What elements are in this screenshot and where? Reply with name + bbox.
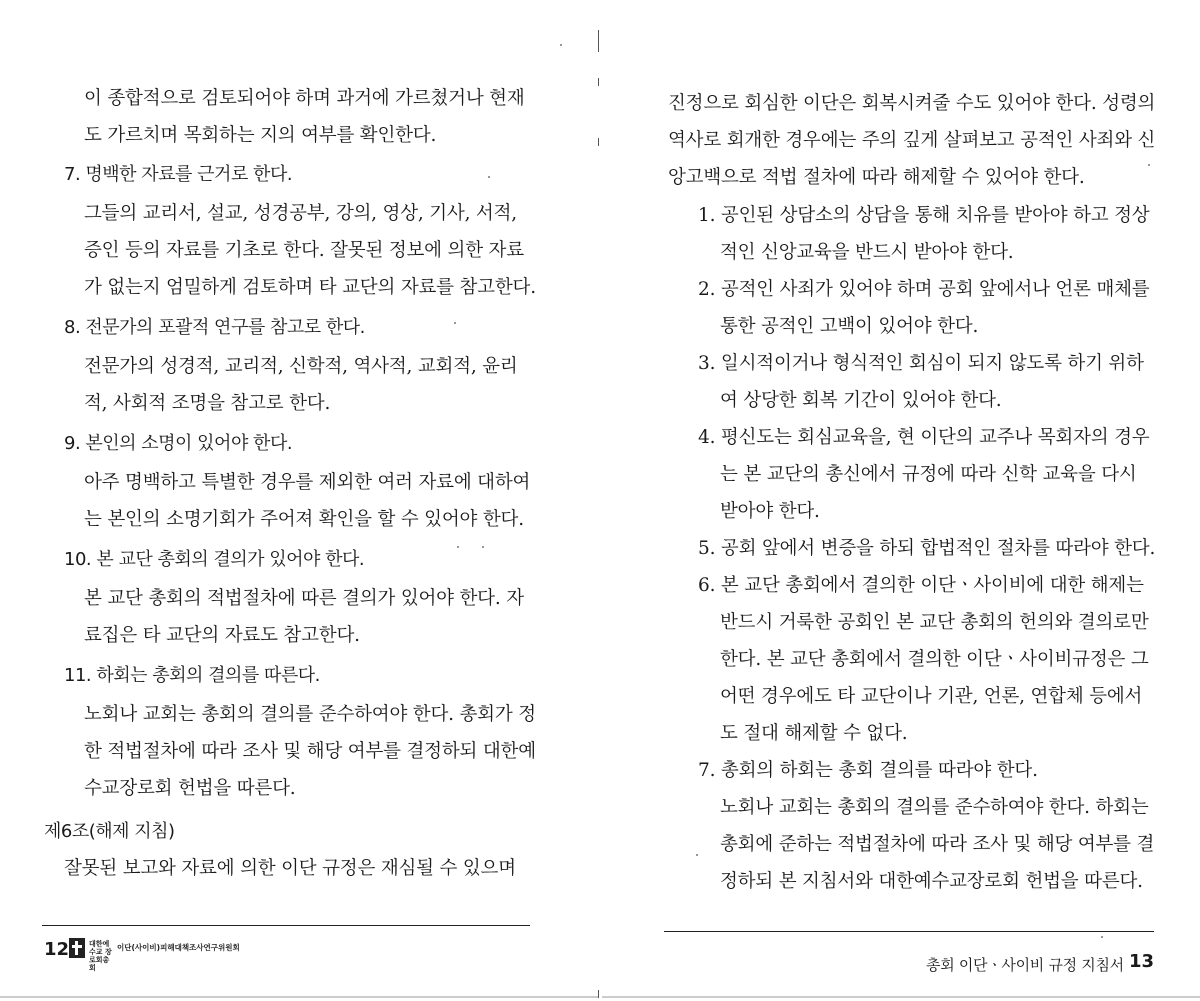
footer-rule xyxy=(664,931,1154,932)
body-line: 수교장로회 헌법을 따른다. xyxy=(84,778,296,799)
list-item: 7. 총회의 하회는 총회 결의를 따라야 한다. xyxy=(698,760,1038,781)
body-line: 적, 사회적 조명을 참고로 한다. xyxy=(84,393,331,414)
body-line: 노회나 교회는 총회의 결의를 준수하여야 한다. 총회가 정 xyxy=(84,704,536,725)
body-line: 가 없는지 엄밀하게 검토하며 타 교단의 자료를 참고한다. xyxy=(84,277,536,298)
scan-speck xyxy=(696,854,698,856)
body-line: 도 가르치며 목회하는 지의 여부를 확인한다. xyxy=(84,125,437,146)
body-line: 는 본 교단의 총신에서 규정에 따라 신학 교육을 다시 xyxy=(720,464,1137,485)
gutter-mark xyxy=(598,30,599,52)
body-line: 이 종합적으로 검토되어야 하며 과거에 가르쳤거나 현재 xyxy=(84,88,525,109)
page-number: 13 xyxy=(1129,951,1155,972)
article-heading: 제6조(해제 지침) xyxy=(44,821,175,842)
body-line: 역사로 회개한 경우에는 주의 깊게 살펴보고 공적인 사죄와 신 xyxy=(668,130,1156,151)
body-line: 그들의 교리서, 설교, 성경공부, 강의, 영상, 기사, 서적, xyxy=(84,203,517,224)
body-line: 반드시 거룩한 공회인 본 교단 총회의 헌의와 결의로만 xyxy=(720,612,1149,633)
footer-rule xyxy=(42,925,530,926)
body-line: 한 적법절차에 따라 조사 및 해당 여부를 결정하되 대한예 xyxy=(84,741,536,762)
body-line: 본 교단 총회의 적법절차에 따른 결의가 있어야 한다. 자 xyxy=(84,588,524,609)
section-heading: 9. 본인의 소명이 있어야 한다. xyxy=(64,433,293,454)
scan-speck xyxy=(457,546,459,548)
section-heading: 7. 명백한 자료를 근거로 한다. xyxy=(64,164,293,185)
page-edge xyxy=(0,996,598,998)
body-line: 도 절대 해제할 수 없다. xyxy=(720,723,908,744)
cross-logo-icon xyxy=(69,938,85,958)
list-item: 1. 공인된 상담소의 상담을 통해 치유를 받아야 하고 정상 xyxy=(698,205,1150,226)
gutter-mark xyxy=(598,990,599,998)
scan-speck xyxy=(482,546,484,548)
list-item: 2. 공적인 사죄가 있어야 하며 공회 앞에서나 언론 매체를 xyxy=(698,279,1150,300)
list-item: 3. 일시적이거나 형식적인 회심이 되지 않도록 하기 위하 xyxy=(698,353,1144,374)
body-line: 적인 신앙교육을 반드시 받아야 한다. xyxy=(720,242,1014,263)
body-line: 여 상당한 회복 기간이 있어야 한다. xyxy=(720,390,1002,411)
org-name: 대한예수교 장로회총회 xyxy=(89,940,112,972)
list-item: 4. 평신도는 회심교육을, 현 이단의 교주나 목회자의 경우 xyxy=(698,427,1150,448)
gutter-mark xyxy=(598,138,599,146)
scan-speck xyxy=(560,44,562,46)
body-line: 정하되 본 지침서와 대한예수교장로회 헌법을 따른다. xyxy=(720,871,1143,892)
body-line: 노회나 교회는 총회의 결의를 준수하여야 한다. 하회는 xyxy=(720,797,1149,818)
scan-speck xyxy=(488,176,490,178)
list-item: 5. 공회 앞에서 변증을 하되 합법적인 절차를 따라야 한다. xyxy=(698,538,1156,559)
section-heading: 8. 전문가의 포괄적 연구를 참고로 한다. xyxy=(64,317,365,338)
right-page xyxy=(600,0,1200,1001)
section-heading: 10. 본 교단 총회의 결의가 있어야 한다. xyxy=(64,549,365,570)
body-line: 통한 공적인 고백이 있어야 한다. xyxy=(720,316,979,337)
scan-speck xyxy=(1101,936,1103,938)
body-line: 아주 명백하고 특별한 경우를 제외한 여러 자료에 대하여 xyxy=(84,472,531,493)
body-line: 증인 등의 자료를 기초로 한다. 잘못된 정보에 의한 자료 xyxy=(84,240,524,261)
footer-title: 총회 이단ㆍ사이비 규정 지침서 xyxy=(926,956,1124,974)
body-line: 료집은 타 교단의 자료도 참고한다. xyxy=(84,625,360,646)
body-line: 한다. 본 교단 총회에서 결의한 이단ㆍ사이비규정은 그 xyxy=(720,649,1149,670)
committee-name: 이단(사이비)피해대책조사연구위원회 xyxy=(117,943,240,952)
body-line: 잘못된 보고와 자료에 의한 이단 규정은 재심될 수 있으며 xyxy=(64,858,516,879)
body-line: 총회에 준하는 적법절차에 따라 조사 및 해당 여부를 결 xyxy=(720,834,1155,855)
page-number: 12 xyxy=(44,939,70,960)
body-line: 앙고백으로 적법 절차에 따라 해제할 수 있어야 한다. xyxy=(668,167,1085,188)
scan-speck xyxy=(1148,164,1150,166)
body-line: 전문가의 성경적, 교리적, 신학적, 역사적, 교회적, 윤리 xyxy=(84,356,518,377)
body-line: 어떤 경우에도 타 교단이나 기관, 언론, 연합체 등에서 xyxy=(720,686,1143,707)
page-edge xyxy=(602,996,1200,998)
list-item: 6. 본 교단 총회에서 결의한 이단ㆍ사이비에 대한 해제는 xyxy=(698,575,1144,596)
body-line: 진정으로 회심한 이단은 회복시켜줄 수도 있어야 한다. 성령의 xyxy=(668,93,1156,114)
gutter-mark xyxy=(598,78,599,86)
section-heading: 11. 하회는 총회의 결의를 따른다. xyxy=(64,665,320,686)
body-line: 는 본인의 소명기회가 주어져 확인을 할 수 있어야 한다. xyxy=(84,509,524,530)
body-line: 받아야 한다. xyxy=(720,501,820,522)
scan-speck xyxy=(454,322,456,324)
